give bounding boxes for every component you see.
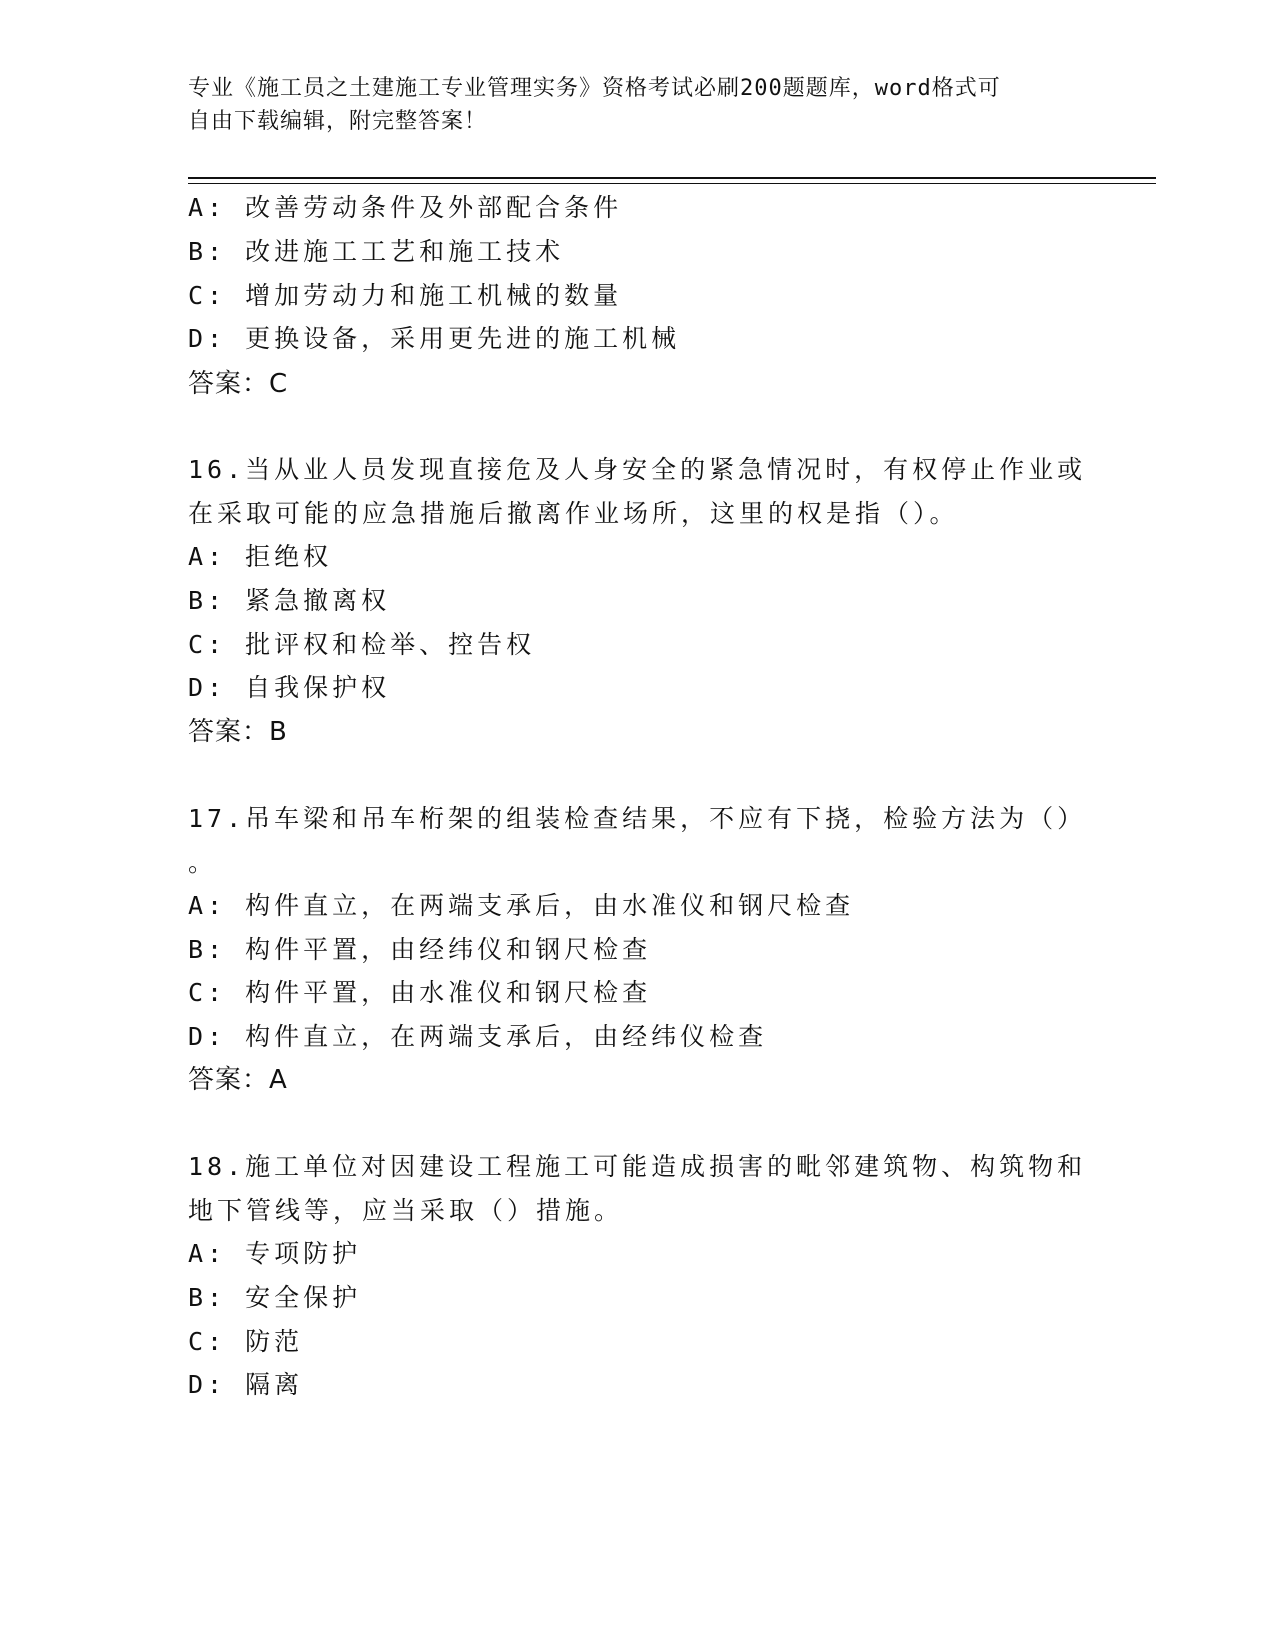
q16-option-b: B: 紧急撤离权 xyxy=(188,586,391,615)
q15-answer: 答案：C xyxy=(188,369,289,399)
q18-stem-line-2: 地下管线等，应当采取（）措施。 xyxy=(188,1196,624,1225)
q17-option-c: C: 构件平置，由水准仪和钢尺检查 xyxy=(188,978,652,1007)
q15-option-d: D: 更换设备，采用更先进的施工机械 xyxy=(188,324,681,353)
q15-option-c: C: 增加劳动力和施工机械的数量 xyxy=(188,281,623,310)
q17-option-b: B: 构件平置，由经纬仪和钢尺检查 xyxy=(188,935,652,964)
q18-option-d: D: 隔离 xyxy=(188,1370,304,1399)
q17-answer: 答案：A xyxy=(188,1065,288,1095)
q18-option-b: B: 安全保护 xyxy=(188,1283,362,1312)
q15-option-a: A: 改善劳动条件及外部配合条件 xyxy=(188,193,623,222)
header-rule-thick xyxy=(188,177,1156,179)
document-header xyxy=(188,72,1068,138)
header-line-2: 自由下载编辑，附完整答案！ xyxy=(188,109,488,134)
q17-stem-line-1: 17.吊车梁和吊车桁架的组装检查结果，不应有下挠，检验方法为（） xyxy=(188,804,1087,833)
q16-option-c: C: 批评权和检举、控告权 xyxy=(188,630,536,659)
q16-stem-line-2: 在采取可能的应急措施后撤离作业场所，这里的权是指（）。 xyxy=(188,499,959,528)
q17-option-a: A: 构件直立，在两端支承后，由水准仪和钢尺检查 xyxy=(188,891,855,920)
q18-stem-line-1: 18.施工单位对因建设工程施工可能造成损害的毗邻建筑物、构筑物和 xyxy=(188,1152,1087,1181)
q15-option-b: B: 改进施工工艺和施工技术 xyxy=(188,237,565,266)
q16-option-d: D: 自我保护权 xyxy=(188,673,391,702)
header-line-1: 专业《施工员之土建施工专业管理实务》资格考试必刷200题题库，word格式可 xyxy=(188,76,1001,101)
q18-option-a: A: 专项防护 xyxy=(188,1239,362,1268)
q17-stem-line-2: 。 xyxy=(188,848,218,877)
q16-stem-line-1: 16.当从业人员发现直接危及人身安全的紧急情况时，有权停止作业或 xyxy=(188,455,1087,484)
header-rule-thin xyxy=(188,183,1156,184)
q17-option-d: D: 构件直立，在两端支承后，由经纬仪检查 xyxy=(188,1022,768,1051)
q18-option-c: C: 防范 xyxy=(188,1327,304,1356)
q16-option-a: A: 拒绝权 xyxy=(188,542,333,571)
q16-answer: 答案：B xyxy=(188,717,288,747)
